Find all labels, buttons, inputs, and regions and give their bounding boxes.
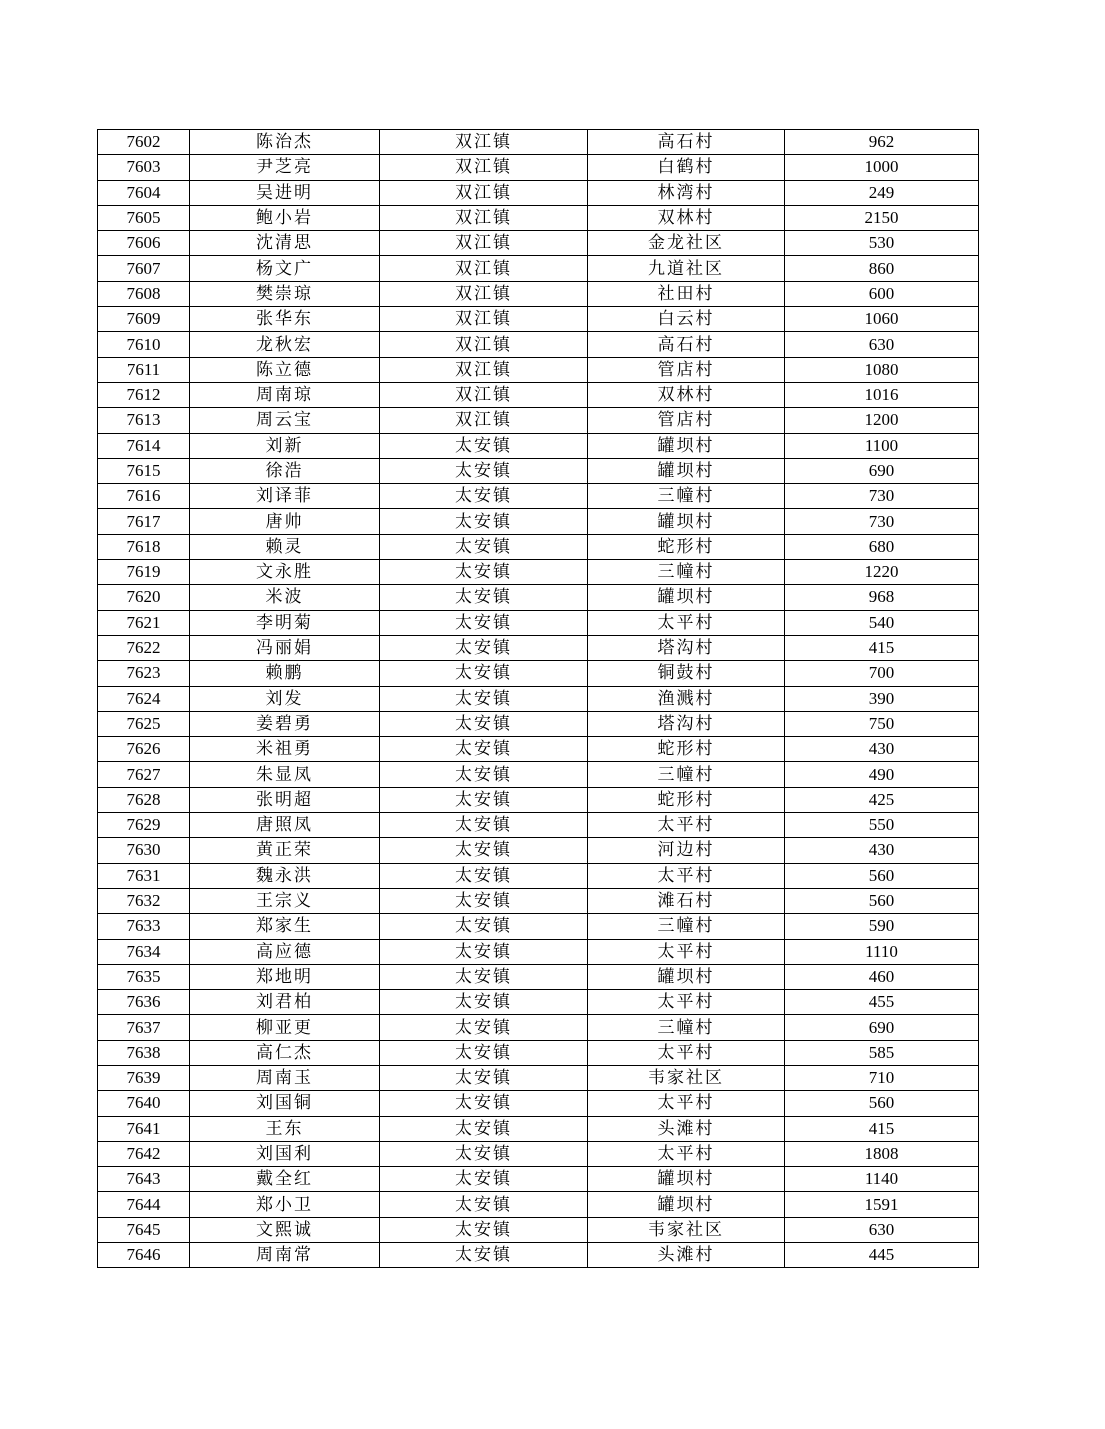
village-cell: 白云村 <box>588 307 785 332</box>
row-number-cell: 7638 <box>98 1040 190 1065</box>
row-number-cell: 7605 <box>98 205 190 230</box>
amount-cell: 710 <box>785 1065 979 1090</box>
person-name-cell: 戴全红 <box>190 1167 380 1192</box>
village-cell: 三幢村 <box>588 1015 785 1040</box>
village-cell: 太平村 <box>588 990 785 1015</box>
village-cell: 头滩村 <box>588 1243 785 1268</box>
village-cell: 太平村 <box>588 939 785 964</box>
person-name-cell: 赖灵 <box>190 534 380 559</box>
table-row <box>98 888 979 913</box>
town-cell: 双江镇 <box>380 408 588 433</box>
table-row <box>98 686 979 711</box>
table-row <box>98 762 979 787</box>
row-number-cell: 7630 <box>98 838 190 863</box>
amount-cell: 690 <box>785 1015 979 1040</box>
village-cell: 太平村 <box>588 1141 785 1166</box>
table-row <box>98 787 979 812</box>
amount-cell: 700 <box>785 661 979 686</box>
village-cell: 蛇形村 <box>588 737 785 762</box>
town-cell: 太安镇 <box>380 1040 588 1065</box>
town-cell: 双江镇 <box>380 307 588 332</box>
person-name-cell: 张华东 <box>190 307 380 332</box>
town-cell: 太安镇 <box>380 686 588 711</box>
table-row <box>98 408 979 433</box>
row-number-cell: 7628 <box>98 787 190 812</box>
village-cell: 罐坝村 <box>588 458 785 483</box>
person-name-cell: 龙秋宏 <box>190 332 380 357</box>
row-number-cell: 7607 <box>98 256 190 281</box>
town-cell: 太安镇 <box>380 585 588 610</box>
amount-cell: 390 <box>785 686 979 711</box>
table-row <box>98 939 979 964</box>
amount-cell: 1016 <box>785 382 979 407</box>
village-cell: 管店村 <box>588 408 785 433</box>
village-cell: 双林村 <box>588 382 785 407</box>
village-cell: 高石村 <box>588 332 785 357</box>
village-cell: 三幢村 <box>588 560 785 585</box>
village-cell: 太平村 <box>588 1091 785 1116</box>
table-row <box>98 1091 979 1116</box>
town-cell: 太安镇 <box>380 914 588 939</box>
amount-cell: 962 <box>785 130 979 155</box>
town-cell: 太安镇 <box>380 610 588 635</box>
roster-table-body <box>98 130 979 1268</box>
person-name-cell: 柳亚更 <box>190 1015 380 1040</box>
amount-cell: 415 <box>785 635 979 660</box>
person-name-cell: 张明超 <box>190 787 380 812</box>
table-row <box>98 382 979 407</box>
amount-cell: 1110 <box>785 939 979 964</box>
person-name-cell: 周云宝 <box>190 408 380 433</box>
amount-cell: 560 <box>785 1091 979 1116</box>
row-number-cell: 7641 <box>98 1116 190 1141</box>
town-cell: 双江镇 <box>380 256 588 281</box>
amount-cell: 460 <box>785 964 979 989</box>
person-name-cell: 刘译菲 <box>190 484 380 509</box>
town-cell: 太安镇 <box>380 762 588 787</box>
table-row <box>98 256 979 281</box>
person-name-cell: 郑小卫 <box>190 1192 380 1217</box>
village-cell: 太平村 <box>588 863 785 888</box>
town-cell: 太安镇 <box>380 1167 588 1192</box>
town-cell: 太安镇 <box>380 661 588 686</box>
amount-cell: 630 <box>785 1217 979 1242</box>
person-name-cell: 唐帅 <box>190 509 380 534</box>
table-row <box>98 509 979 534</box>
village-cell: 罐坝村 <box>588 1167 785 1192</box>
table-row <box>98 357 979 382</box>
table-row <box>98 433 979 458</box>
table-row <box>98 1141 979 1166</box>
amount-cell: 430 <box>785 737 979 762</box>
village-cell: 韦家社区 <box>588 1065 785 1090</box>
row-number-cell: 7627 <box>98 762 190 787</box>
village-cell: 社田村 <box>588 281 785 306</box>
table-row <box>98 964 979 989</box>
amount-cell: 425 <box>785 787 979 812</box>
row-number-cell: 7623 <box>98 661 190 686</box>
person-name-cell: 高仁杰 <box>190 1040 380 1065</box>
village-cell: 蛇形村 <box>588 787 785 812</box>
person-name-cell: 王东 <box>190 1116 380 1141</box>
table-row <box>98 635 979 660</box>
row-number-cell: 7631 <box>98 863 190 888</box>
person-name-cell: 刘国铜 <box>190 1091 380 1116</box>
person-name-cell: 刘新 <box>190 433 380 458</box>
village-cell: 管店村 <box>588 357 785 382</box>
person-name-cell: 徐浩 <box>190 458 380 483</box>
person-name-cell: 杨文广 <box>190 256 380 281</box>
amount-cell: 550 <box>785 813 979 838</box>
town-cell: 太安镇 <box>380 888 588 913</box>
town-cell: 双江镇 <box>380 155 588 180</box>
person-name-cell: 赖鹏 <box>190 661 380 686</box>
row-number-cell: 7614 <box>98 433 190 458</box>
amount-cell: 560 <box>785 863 979 888</box>
row-number-cell: 7645 <box>98 1217 190 1242</box>
amount-cell: 455 <box>785 990 979 1015</box>
row-number-cell: 7604 <box>98 180 190 205</box>
amount-cell: 585 <box>785 1040 979 1065</box>
person-name-cell: 冯丽娟 <box>190 635 380 660</box>
town-cell: 双江镇 <box>380 231 588 256</box>
row-number-cell: 7608 <box>98 281 190 306</box>
table-row <box>98 610 979 635</box>
row-number-cell: 7613 <box>98 408 190 433</box>
town-cell: 太安镇 <box>380 560 588 585</box>
row-number-cell: 7624 <box>98 686 190 711</box>
table-row <box>98 155 979 180</box>
amount-cell: 1591 <box>785 1192 979 1217</box>
person-name-cell: 周南常 <box>190 1243 380 1268</box>
table-row <box>98 661 979 686</box>
town-cell: 太安镇 <box>380 863 588 888</box>
town-cell: 太安镇 <box>380 1091 588 1116</box>
table-row <box>98 990 979 1015</box>
village-cell: 三幢村 <box>588 484 785 509</box>
table-row <box>98 205 979 230</box>
row-number-cell: 7621 <box>98 610 190 635</box>
town-cell: 太安镇 <box>380 737 588 762</box>
person-name-cell: 朱显凤 <box>190 762 380 787</box>
person-name-cell: 周南琼 <box>190 382 380 407</box>
table-row <box>98 484 979 509</box>
amount-cell: 600 <box>785 281 979 306</box>
person-name-cell: 陈治杰 <box>190 130 380 155</box>
village-cell: 白鹤村 <box>588 155 785 180</box>
village-cell: 塔沟村 <box>588 635 785 660</box>
row-number-cell: 7632 <box>98 888 190 913</box>
person-name-cell: 尹芝亮 <box>190 155 380 180</box>
table-row <box>98 813 979 838</box>
amount-cell: 860 <box>785 256 979 281</box>
amount-cell: 249 <box>785 180 979 205</box>
table-row <box>98 332 979 357</box>
row-number-cell: 7625 <box>98 711 190 736</box>
row-number-cell: 7603 <box>98 155 190 180</box>
person-name-cell: 刘君柏 <box>190 990 380 1015</box>
person-name-cell: 郑地明 <box>190 964 380 989</box>
town-cell: 太安镇 <box>380 1217 588 1242</box>
table-row <box>98 1116 979 1141</box>
town-cell: 太安镇 <box>380 1065 588 1090</box>
village-cell: 塔沟村 <box>588 711 785 736</box>
town-cell: 双江镇 <box>380 180 588 205</box>
village-cell: 头滩村 <box>588 1116 785 1141</box>
person-name-cell: 米祖勇 <box>190 737 380 762</box>
amount-cell: 430 <box>785 838 979 863</box>
village-cell: 三幢村 <box>588 762 785 787</box>
village-cell: 九道社区 <box>588 256 785 281</box>
table-row <box>98 1243 979 1268</box>
person-name-cell: 刘发 <box>190 686 380 711</box>
village-cell: 罐坝村 <box>588 433 785 458</box>
table-row <box>98 863 979 888</box>
row-number-cell: 7629 <box>98 813 190 838</box>
town-cell: 太安镇 <box>380 939 588 964</box>
town-cell: 双江镇 <box>380 205 588 230</box>
row-number-cell: 7611 <box>98 357 190 382</box>
row-number-cell: 7619 <box>98 560 190 585</box>
town-cell: 双江镇 <box>380 357 588 382</box>
row-number-cell: 7646 <box>98 1243 190 1268</box>
table-row <box>98 180 979 205</box>
row-number-cell: 7643 <box>98 1167 190 1192</box>
amount-cell: 1220 <box>785 560 979 585</box>
amount-cell: 730 <box>785 484 979 509</box>
amount-cell: 1060 <box>785 307 979 332</box>
amount-cell: 2150 <box>785 205 979 230</box>
roster-table <box>97 129 979 1268</box>
village-cell: 渔溅村 <box>588 686 785 711</box>
row-number-cell: 7617 <box>98 509 190 534</box>
town-cell: 太安镇 <box>380 433 588 458</box>
table-row <box>98 1065 979 1090</box>
village-cell: 太平村 <box>588 813 785 838</box>
table-row <box>98 1192 979 1217</box>
village-cell: 金龙社区 <box>588 231 785 256</box>
person-name-cell: 周南玉 <box>190 1065 380 1090</box>
village-cell: 河边村 <box>588 838 785 863</box>
table-row <box>98 458 979 483</box>
person-name-cell: 樊崇琼 <box>190 281 380 306</box>
village-cell: 罐坝村 <box>588 509 785 534</box>
amount-cell: 968 <box>785 585 979 610</box>
row-number-cell: 7642 <box>98 1141 190 1166</box>
amount-cell: 490 <box>785 762 979 787</box>
amount-cell: 1200 <box>785 408 979 433</box>
person-name-cell: 陈立德 <box>190 357 380 382</box>
table-row <box>98 307 979 332</box>
amount-cell: 560 <box>785 888 979 913</box>
person-name-cell: 吴进明 <box>190 180 380 205</box>
row-number-cell: 7640 <box>98 1091 190 1116</box>
row-number-cell: 7626 <box>98 737 190 762</box>
table-row <box>98 281 979 306</box>
person-name-cell: 沈清思 <box>190 231 380 256</box>
town-cell: 太安镇 <box>380 787 588 812</box>
table-row <box>98 1167 979 1192</box>
row-number-cell: 7644 <box>98 1192 190 1217</box>
town-cell: 太安镇 <box>380 458 588 483</box>
amount-cell: 630 <box>785 332 979 357</box>
village-cell: 罐坝村 <box>588 585 785 610</box>
village-cell: 高石村 <box>588 130 785 155</box>
village-cell: 三幢村 <box>588 914 785 939</box>
table-row <box>98 737 979 762</box>
person-name-cell: 李明菊 <box>190 610 380 635</box>
row-number-cell: 7618 <box>98 534 190 559</box>
row-number-cell: 7606 <box>98 231 190 256</box>
amount-cell: 750 <box>785 711 979 736</box>
village-cell: 林湾村 <box>588 180 785 205</box>
village-cell: 罐坝村 <box>588 1192 785 1217</box>
town-cell: 太安镇 <box>380 1141 588 1166</box>
row-number-cell: 7633 <box>98 914 190 939</box>
amount-cell: 680 <box>785 534 979 559</box>
town-cell: 双江镇 <box>380 332 588 357</box>
person-name-cell: 黄正荣 <box>190 838 380 863</box>
person-name-cell: 刘国利 <box>190 1141 380 1166</box>
village-cell: 滩石村 <box>588 888 785 913</box>
town-cell: 太安镇 <box>380 838 588 863</box>
town-cell: 双江镇 <box>380 382 588 407</box>
town-cell: 太安镇 <box>380 1015 588 1040</box>
table-row <box>98 838 979 863</box>
table-row <box>98 1040 979 1065</box>
amount-cell: 1100 <box>785 433 979 458</box>
row-number-cell: 7639 <box>98 1065 190 1090</box>
row-number-cell: 7637 <box>98 1015 190 1040</box>
village-cell: 双林村 <box>588 205 785 230</box>
village-cell: 罐坝村 <box>588 964 785 989</box>
row-number-cell: 7636 <box>98 990 190 1015</box>
amount-cell: 730 <box>785 509 979 534</box>
person-name-cell: 唐照凤 <box>190 813 380 838</box>
town-cell: 太安镇 <box>380 813 588 838</box>
town-cell: 太安镇 <box>380 964 588 989</box>
row-number-cell: 7610 <box>98 332 190 357</box>
row-number-cell: 7620 <box>98 585 190 610</box>
amount-cell: 540 <box>785 610 979 635</box>
village-cell: 蛇形村 <box>588 534 785 559</box>
person-name-cell: 魏永洪 <box>190 863 380 888</box>
person-name-cell: 高应德 <box>190 939 380 964</box>
row-number-cell: 7616 <box>98 484 190 509</box>
village-cell: 韦家社区 <box>588 1217 785 1242</box>
table-row <box>98 231 979 256</box>
person-name-cell: 文熙诚 <box>190 1217 380 1242</box>
row-number-cell: 7634 <box>98 939 190 964</box>
amount-cell: 1140 <box>785 1167 979 1192</box>
table-row <box>98 1015 979 1040</box>
row-number-cell: 7609 <box>98 307 190 332</box>
row-number-cell: 7612 <box>98 382 190 407</box>
person-name-cell: 文永胜 <box>190 560 380 585</box>
town-cell: 太安镇 <box>380 1192 588 1217</box>
person-name-cell: 郑家生 <box>190 914 380 939</box>
town-cell: 太安镇 <box>380 1243 588 1268</box>
village-cell: 太平村 <box>588 1040 785 1065</box>
person-name-cell: 鲍小岩 <box>190 205 380 230</box>
row-number-cell: 7602 <box>98 130 190 155</box>
amount-cell: 690 <box>785 458 979 483</box>
village-cell: 铜鼓村 <box>588 661 785 686</box>
table-row <box>98 585 979 610</box>
table-row <box>98 560 979 585</box>
town-cell: 双江镇 <box>380 130 588 155</box>
amount-cell: 1080 <box>785 357 979 382</box>
village-cell: 太平村 <box>588 610 785 635</box>
town-cell: 太安镇 <box>380 711 588 736</box>
town-cell: 太安镇 <box>380 534 588 559</box>
table-row <box>98 534 979 559</box>
person-name-cell: 姜碧勇 <box>190 711 380 736</box>
town-cell: 太安镇 <box>380 509 588 534</box>
row-number-cell: 7622 <box>98 635 190 660</box>
amount-cell: 1000 <box>785 155 979 180</box>
person-name-cell: 米波 <box>190 585 380 610</box>
town-cell: 太安镇 <box>380 1116 588 1141</box>
amount-cell: 445 <box>785 1243 979 1268</box>
town-cell: 双江镇 <box>380 281 588 306</box>
table-row <box>98 1217 979 1242</box>
amount-cell: 1808 <box>785 1141 979 1166</box>
amount-cell: 530 <box>785 231 979 256</box>
town-cell: 太安镇 <box>380 484 588 509</box>
row-number-cell: 7635 <box>98 964 190 989</box>
amount-cell: 590 <box>785 914 979 939</box>
table-row <box>98 914 979 939</box>
table-row <box>98 711 979 736</box>
row-number-cell: 7615 <box>98 458 190 483</box>
town-cell: 太安镇 <box>380 990 588 1015</box>
amount-cell: 415 <box>785 1116 979 1141</box>
table-row <box>98 130 979 155</box>
person-name-cell: 王宗义 <box>190 888 380 913</box>
town-cell: 太安镇 <box>380 635 588 660</box>
